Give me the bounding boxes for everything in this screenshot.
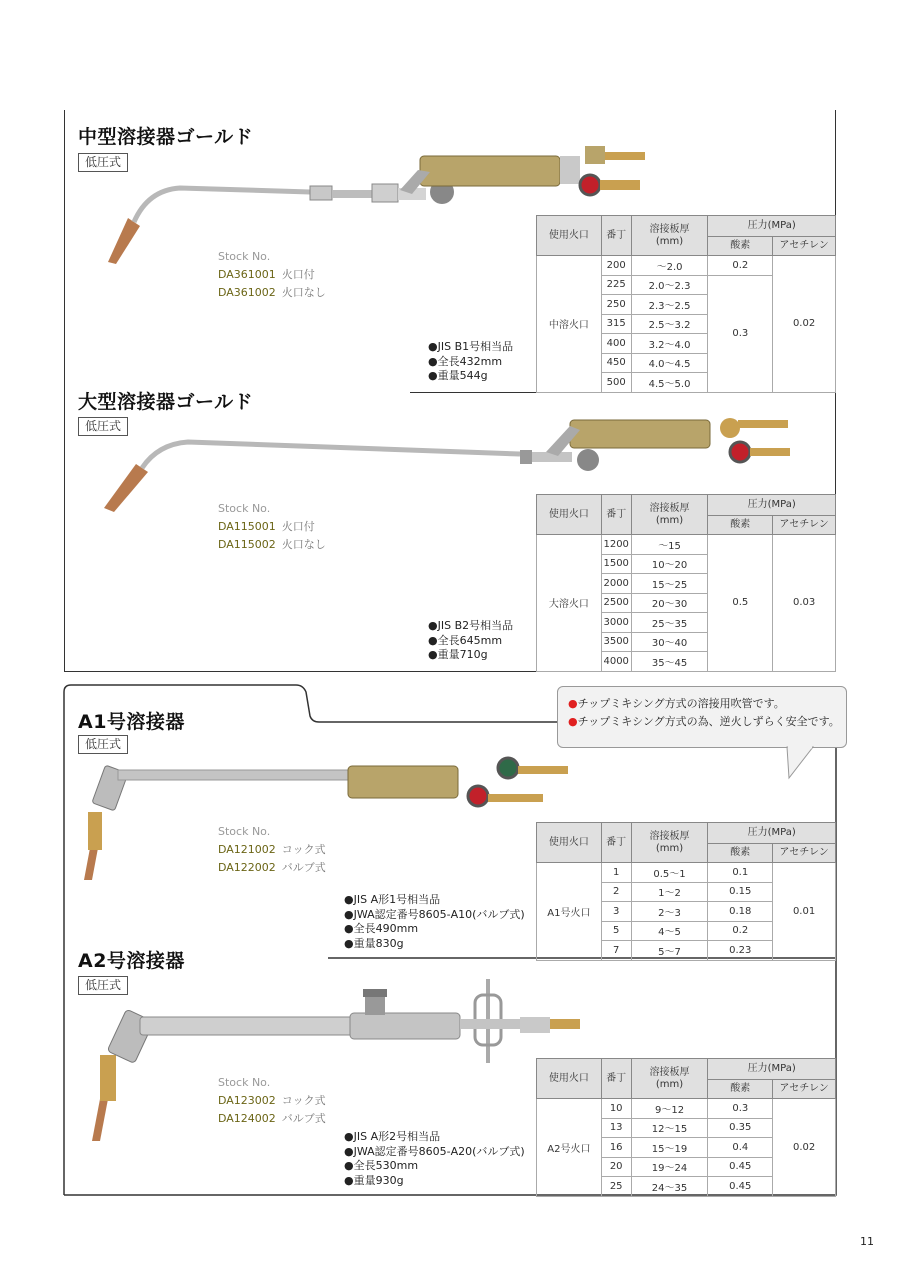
cell-acetylene: 0.01 — [773, 863, 836, 961]
stock-code: DA361001 — [218, 268, 276, 281]
cell-no: 450 — [601, 353, 631, 373]
stock-desc: 火口なし — [281, 538, 326, 551]
cell-oxygen: 0.5 — [708, 535, 773, 672]
th-thickness — [631, 495, 708, 535]
stock-label: Stock No. — [218, 825, 271, 838]
section-title: 大型溶接器ゴールド — [78, 391, 254, 413]
cell-oxygen: 0.3 — [708, 1099, 773, 1119]
th-acetylene: アセチレン — [773, 844, 836, 863]
cell-thickness: 15〜25 — [631, 574, 708, 594]
cell-oxygen: 0.2 — [708, 921, 773, 941]
cell-no: 1 — [601, 863, 631, 883]
th-oxygen: 酸素 — [708, 516, 773, 535]
cell-no: 2500 — [601, 593, 631, 613]
cell-no: 2 — [601, 882, 631, 902]
cell-thickness: 2.0〜2.3 — [631, 275, 708, 295]
pressure-table — [536, 822, 836, 961]
torch-image-a1 — [78, 752, 578, 882]
th-oxygen: 酸素 — [708, 844, 773, 863]
cell-thickness: 19〜24 — [631, 1157, 708, 1177]
spec-item: ● JWA認定番号8605-A10(バルブ式) — [344, 908, 525, 923]
spec-item: ● 全長490mm — [344, 922, 525, 937]
spec-list — [428, 340, 513, 384]
cell-oxygen: 0.23 — [708, 941, 773, 961]
cell-oxygen: 0.3 — [708, 275, 773, 392]
cell-thickness: 25〜35 — [631, 613, 708, 633]
cell-thickness: 4〜5 — [631, 921, 708, 941]
cell-acetylene: 0.03 — [773, 535, 836, 672]
bullet-icon: ● — [568, 715, 578, 728]
cell-thickness: 4.0〜4.5 — [631, 353, 708, 373]
cell-no: 2000 — [601, 574, 631, 594]
th-tip-no: 番丁 — [601, 216, 631, 256]
callout-text: チップミキシング方式の為、逆火しずらく安全です。 — [577, 715, 840, 728]
th-used-tip: 使用火口 — [537, 823, 602, 863]
cell-no: 200 — [601, 256, 631, 276]
spec-item: ● 重量544g — [428, 369, 513, 384]
spec-item: ● JIS B2号相当品 — [428, 619, 513, 634]
th-tip-no: 番丁 — [601, 495, 631, 535]
th-thickness-label: 溶接板厚 — [649, 503, 690, 514]
cell-no: 1500 — [601, 554, 631, 574]
cell-tip-name: 大溶火口 — [537, 535, 602, 672]
cell-no: 13 — [601, 1118, 631, 1138]
stock-code: DA122002 — [218, 861, 276, 874]
cell-thickness: 〜2.0 — [631, 256, 708, 276]
spec-item: ● JIS B1号相当品 — [428, 340, 513, 355]
cell-no: 400 — [601, 334, 631, 354]
pressure-table — [536, 215, 836, 393]
th-thickness-unit: (mm) — [655, 514, 684, 526]
th-oxygen: 酸素 — [708, 237, 773, 256]
spec-item: ● 全長432mm — [428, 355, 513, 370]
type-badge: 低圧式 — [78, 735, 128, 754]
cell-thickness: 1〜2 — [631, 882, 708, 902]
stock-code: DA115001 — [218, 520, 276, 533]
cell-thickness: 9〜12 — [631, 1099, 708, 1119]
cell-thickness: 0.5〜1 — [631, 863, 708, 883]
stock-label: Stock No. — [218, 502, 271, 515]
th-thickness-unit: (mm) — [655, 1078, 684, 1090]
th-thickness — [631, 823, 708, 863]
stock-code: DA115002 — [218, 538, 276, 551]
cell-no: 250 — [601, 295, 631, 315]
cell-thickness: 2.5〜3.2 — [631, 314, 708, 334]
feature-callout — [557, 686, 847, 748]
cell-no: 25 — [601, 1177, 631, 1197]
spec-item: ● 全長530mm — [344, 1159, 525, 1174]
spec-item: ● 重量930g — [344, 1174, 525, 1189]
type-badge: 低圧式 — [78, 153, 128, 172]
stock-list — [218, 823, 326, 877]
stock-code: DA124002 — [218, 1112, 276, 1125]
spec-item: ● 全長645mm — [428, 634, 513, 649]
cell-thickness: 12〜15 — [631, 1118, 708, 1138]
cell-thickness: 20〜30 — [631, 593, 708, 613]
th-tip-no: 番丁 — [601, 823, 631, 863]
type-badge: 低圧式 — [78, 417, 128, 436]
cell-oxygen: 0.45 — [708, 1157, 773, 1177]
spec-item: ● JIS A形1号相当品 — [344, 893, 525, 908]
stock-code: DA361002 — [218, 286, 276, 299]
cell-no: 3 — [601, 902, 631, 922]
stock-desc: 火口付 — [281, 520, 315, 533]
th-pressure: 圧力(MPa) — [708, 1059, 836, 1080]
cell-no: 1200 — [601, 535, 631, 555]
cell-oxygen: 0.1 — [708, 863, 773, 883]
th-thickness-unit: (mm) — [655, 842, 684, 854]
cell-tip-name: A2号火口 — [537, 1099, 602, 1197]
stock-label: Stock No. — [218, 250, 271, 263]
spec-item: ● JIS A形2号相当品 — [344, 1130, 525, 1145]
th-pressure: 圧力(MPa) — [708, 495, 836, 516]
callout-text: チップミキシング方式の溶接用吹管です。 — [577, 697, 785, 710]
cell-oxygen: 0.45 — [708, 1177, 773, 1197]
stock-code: DA121002 — [218, 843, 276, 856]
section-title: A1号溶接器 — [78, 711, 185, 733]
cell-no: 5 — [601, 921, 631, 941]
cell-thickness: 35〜45 — [631, 652, 708, 672]
cell-thickness: 2.3〜2.5 — [631, 295, 708, 315]
cell-no: 7 — [601, 941, 631, 961]
cell-thickness: 30〜40 — [631, 632, 708, 652]
cell-thickness: 10〜20 — [631, 554, 708, 574]
type-badge: 低圧式 — [78, 976, 128, 995]
cell-no: 4000 — [601, 652, 631, 672]
cell-oxygen: 0.4 — [708, 1138, 773, 1158]
th-acetylene: アセチレン — [773, 516, 836, 535]
cell-no: 225 — [601, 275, 631, 295]
cell-oxygen: 0.15 — [708, 882, 773, 902]
th-used-tip: 使用火口 — [537, 1059, 602, 1099]
section-title: A2号溶接器 — [78, 950, 185, 972]
cell-acetylene: 0.02 — [773, 1099, 836, 1197]
th-thickness-label: 溶接板厚 — [649, 1067, 690, 1078]
cell-no: 3000 — [601, 613, 631, 633]
cell-thickness: 5〜7 — [631, 941, 708, 961]
cell-oxygen: 0.18 — [708, 902, 773, 922]
cell-tip-name: A1号火口 — [537, 863, 602, 961]
th-tip-no: 番丁 — [601, 1059, 631, 1099]
cell-thickness: 24〜35 — [631, 1177, 708, 1197]
th-thickness — [631, 1059, 708, 1099]
callout-line — [568, 695, 846, 713]
th-used-tip: 使用火口 — [537, 216, 602, 256]
section-title: 中型溶接器ゴールド — [78, 126, 254, 148]
cell-thickness: 2〜3 — [631, 902, 708, 922]
th-pressure: 圧力(MPa) — [708, 216, 836, 237]
th-used-tip: 使用火口 — [537, 495, 602, 535]
th-pressure: 圧力(MPa) — [708, 823, 836, 844]
cell-no: 500 — [601, 373, 631, 393]
pressure-table — [536, 494, 836, 672]
cell-thickness: 〜15 — [631, 535, 708, 555]
callout-line — [568, 713, 846, 731]
cell-no: 3500 — [601, 632, 631, 652]
stock-desc: コック式 — [281, 1094, 326, 1107]
stock-list — [218, 248, 326, 302]
spec-list — [344, 893, 525, 951]
cell-no: 16 — [601, 1138, 631, 1158]
stock-list — [218, 500, 326, 554]
cell-no: 10 — [601, 1099, 631, 1119]
callout-pointer — [785, 746, 825, 780]
spec-list — [344, 1130, 525, 1188]
stock-code: DA123002 — [218, 1094, 276, 1107]
cell-thickness: 4.5〜5.0 — [631, 373, 708, 393]
stock-desc: 火口なし — [281, 286, 326, 299]
page-number: 11 — [860, 1235, 874, 1248]
stock-desc: バルブ式 — [281, 1112, 326, 1125]
bullet-icon: ● — [568, 697, 578, 710]
cell-tip-name: 中溶火口 — [537, 256, 602, 393]
cell-oxygen: 0.2 — [708, 256, 773, 276]
stock-desc: バルブ式 — [281, 861, 326, 874]
pressure-table — [536, 1058, 836, 1197]
cell-thickness: 15〜19 — [631, 1138, 708, 1158]
stock-desc: コック式 — [281, 843, 326, 856]
th-thickness-label: 溶接板厚 — [649, 224, 690, 235]
torch-image-a2 — [80, 975, 600, 1145]
spec-item: ● 重量830g — [344, 937, 525, 952]
cell-thickness: 3.2〜4.0 — [631, 334, 708, 354]
th-acetylene: アセチレン — [773, 237, 836, 256]
cell-oxygen: 0.35 — [708, 1118, 773, 1138]
spec-item: ● 重量710g — [428, 648, 513, 663]
stock-list — [218, 1074, 326, 1128]
th-thickness-label: 溶接板厚 — [649, 831, 690, 842]
cell-no: 20 — [601, 1157, 631, 1177]
spec-item: ● JWA認定番号8605-A20(バルブ式) — [344, 1145, 525, 1160]
th-thickness — [631, 216, 708, 256]
cell-acetylene: 0.02 — [773, 256, 836, 393]
th-thickness-unit: (mm) — [655, 235, 684, 247]
spec-list — [428, 619, 513, 663]
stock-desc: 火口付 — [281, 268, 315, 281]
cell-no: 315 — [601, 314, 631, 334]
stock-label: Stock No. — [218, 1076, 271, 1089]
th-acetylene: アセチレン — [773, 1080, 836, 1099]
th-oxygen: 酸素 — [708, 1080, 773, 1099]
